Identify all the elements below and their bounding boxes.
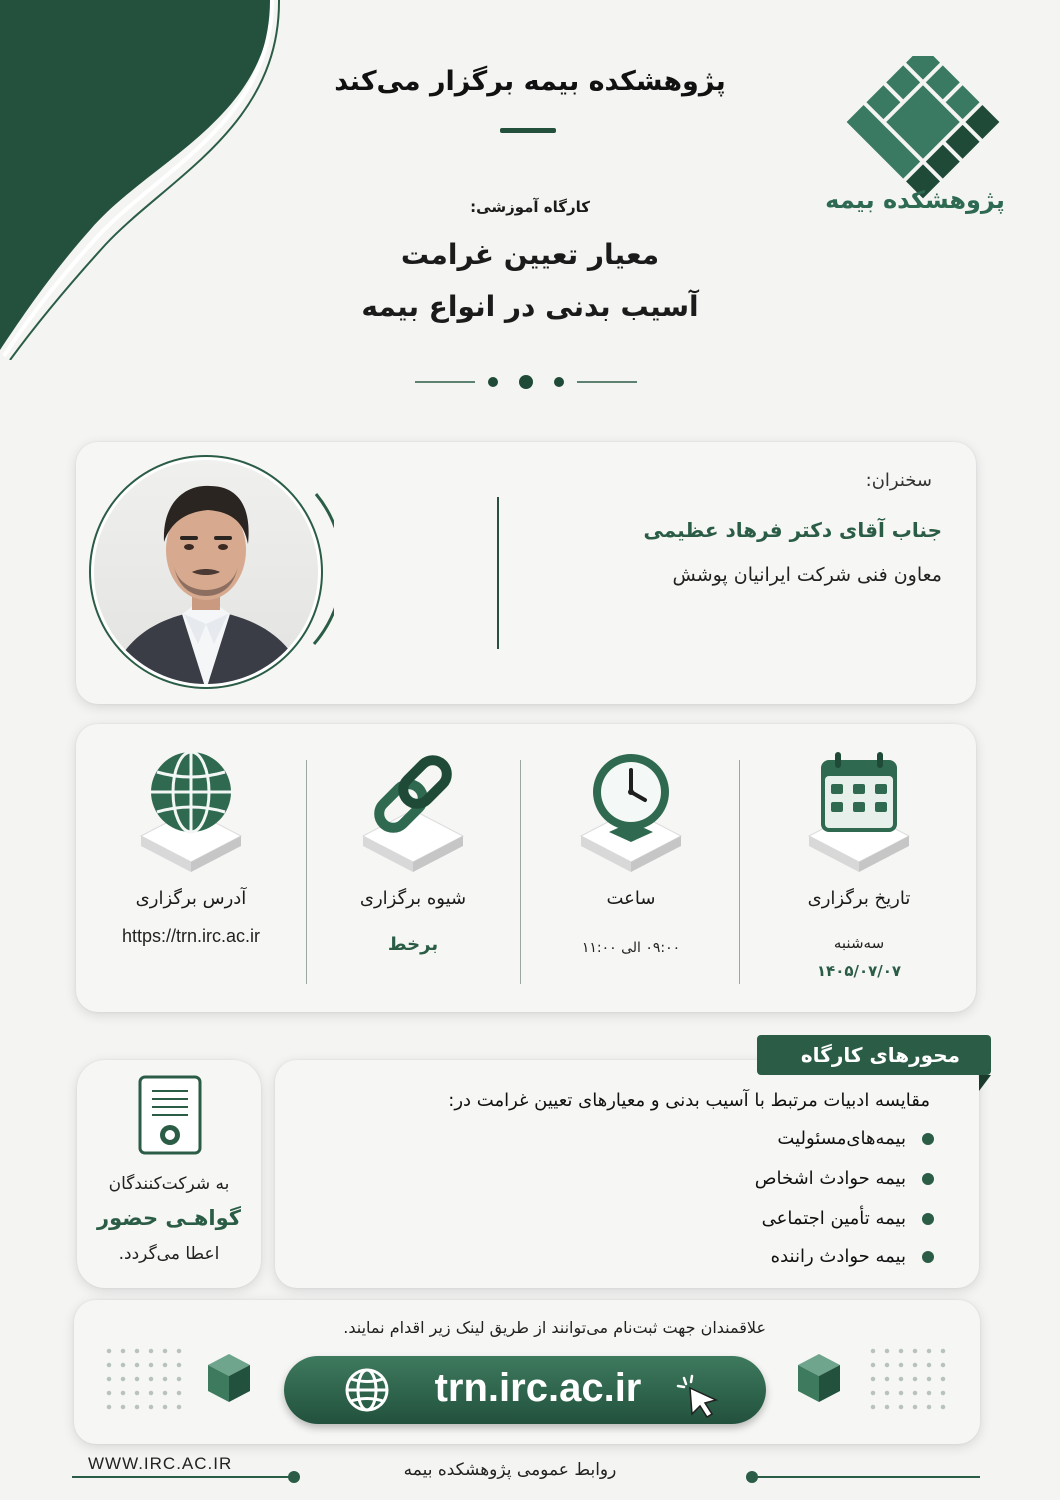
corner-wave-decoration bbox=[0, 0, 290, 360]
bullet-icon bbox=[922, 1251, 934, 1263]
dot-pattern bbox=[102, 1344, 186, 1410]
section-divider bbox=[415, 370, 637, 394]
speaker-role: معاون فنی شرکت ایرانیان پوشش bbox=[672, 564, 942, 586]
info-date bbox=[754, 740, 964, 1000]
topics-intro: مقایسه ادبیات مرتبط با آسیب بدنی و معیارهای تعیین غرامت در: bbox=[448, 1090, 930, 1111]
calendar-icon bbox=[799, 746, 919, 876]
date-day: سه‌شنبه bbox=[833, 934, 885, 952]
cube-icon bbox=[206, 1352, 252, 1404]
bullet-icon bbox=[922, 1173, 934, 1185]
time-title: ساعت bbox=[606, 888, 656, 909]
topic-item: بیمه تأمین اجتماعی bbox=[440, 1208, 934, 1229]
heading-underline bbox=[500, 128, 556, 133]
topics-tab-label: محورهای کارگاه bbox=[800, 1043, 960, 1067]
globe-icon bbox=[344, 1367, 390, 1413]
info-mode bbox=[308, 740, 518, 1000]
info-separator bbox=[739, 760, 740, 984]
speaker-divider bbox=[497, 497, 499, 649]
workshop-title-line2: آسیب بدنی در انواع بیمه bbox=[361, 290, 699, 323]
workshop-label: کارگاه آموزشی: bbox=[470, 198, 590, 216]
mode-title: شیوه برگزاری bbox=[359, 888, 467, 909]
registration-url[interactable]: trn.irc.ac.ir bbox=[434, 1366, 642, 1410]
globe-icon bbox=[131, 746, 251, 876]
topic-item: بیمه‌های‌مسئولیت bbox=[440, 1128, 934, 1149]
cursor-click-icon bbox=[676, 1374, 726, 1420]
footer-line bbox=[752, 1476, 980, 1478]
bullet-icon bbox=[922, 1133, 934, 1145]
date-title: تاریخ برگزاری bbox=[807, 888, 911, 909]
speaker-label: سخنران: bbox=[865, 470, 932, 491]
dot-pattern bbox=[866, 1344, 950, 1410]
certificate-line1: به شرکت‌کنندگان bbox=[108, 1174, 230, 1194]
chain-link-icon bbox=[353, 746, 473, 876]
certificate-line3: اعطا می‌گردد. bbox=[118, 1244, 220, 1264]
footer-line bbox=[72, 1476, 296, 1478]
topic-item: بیمه حوادث اشخاص bbox=[440, 1168, 934, 1189]
address-title: آدرس برگزاری bbox=[135, 888, 247, 909]
footer-public-relations: روابط عمومی پژوهشکده بیمه bbox=[403, 1460, 617, 1480]
registration-link-button[interactable] bbox=[284, 1356, 766, 1424]
date-value: ۱۴۰۵/۰۷/۰۷ bbox=[816, 962, 902, 980]
registration-note: علاقمندان جهت ثبت‌نام می‌توانند از طریق لینک زیر اقدام نمایند. bbox=[343, 1318, 766, 1337]
info-time bbox=[526, 740, 736, 1000]
topic-item: بیمه حوادث راننده bbox=[440, 1246, 934, 1267]
info-separator bbox=[306, 760, 307, 984]
footer-dot bbox=[746, 1471, 758, 1483]
info-separator bbox=[520, 760, 521, 984]
clock-icon bbox=[571, 746, 691, 876]
bullet-icon bbox=[922, 1213, 934, 1225]
cube-icon bbox=[796, 1352, 842, 1404]
logo-text: پژوهشکده بیمه bbox=[825, 186, 1005, 214]
certificate-line2: گواهـی حضور bbox=[97, 1206, 241, 1230]
certificate-icon bbox=[138, 1075, 202, 1157]
mode-value: برخط bbox=[387, 934, 439, 955]
footer-website[interactable]: WWW.IRC.AC.IR bbox=[88, 1454, 233, 1473]
speaker-name: جناب آقای دکتر فرهاد عظیمی bbox=[643, 518, 942, 542]
info-address bbox=[86, 740, 296, 1000]
footer-dot bbox=[288, 1471, 300, 1483]
organizer-heading: پژوهشکده بیمه برگزار می‌کند bbox=[334, 66, 726, 97]
time-value: ۰۹:۰۰ الی ۱۱:۰۰ bbox=[581, 940, 681, 956]
workshop-title-line1: معیار تعیین غرامت bbox=[400, 238, 660, 271]
address-value[interactable]: https://trn.irc.ac.ir bbox=[121, 926, 261, 946]
speaker-photo bbox=[88, 454, 334, 690]
